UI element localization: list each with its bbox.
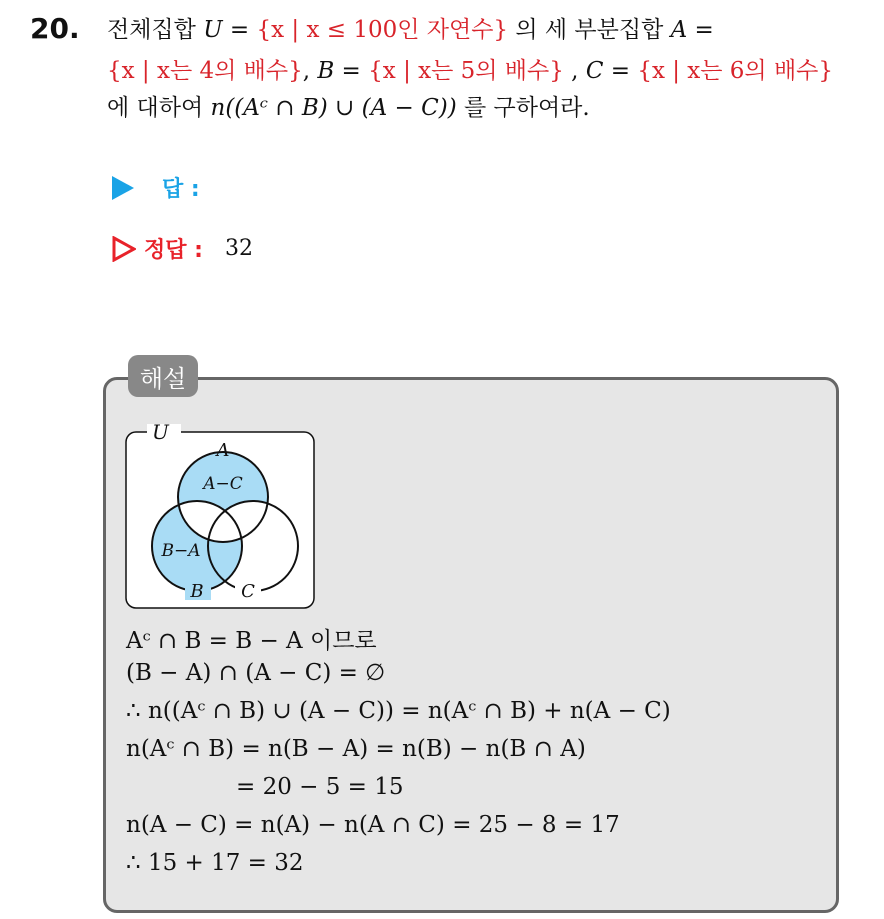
solution-line-5: = 20 − 5 = 15	[236, 774, 404, 800]
solution-line-7: ∴ 15 + 17 = 32	[126, 850, 304, 876]
solution-line-6: n(A − C) = n(A) − n(A ∩ C) = 25 − 8 = 17	[126, 812, 620, 838]
q1-universal-set: {x | x ≤ 100인 자연수}	[256, 17, 509, 43]
outline-triangle-icon	[112, 236, 136, 262]
q3-text-c: 를 구하여라.	[456, 95, 590, 121]
q2-comma: ,	[302, 58, 318, 84]
q1-eq-2: =	[687, 17, 714, 43]
q2-set-c-def: {x | x는 6의 배수}	[637, 58, 834, 84]
venn-label-a-minus-c: A−C	[203, 474, 243, 494]
q3-expression: n((Aᶜ ∩ B) ∪ (A − C))	[210, 95, 457, 121]
answer-label: 답 :	[162, 177, 200, 202]
q1-eq: =	[222, 17, 257, 43]
correct-answer-value: 32	[224, 236, 253, 261]
solution-line-1: Aᶜ ∩ B = B − A 이므로	[126, 628, 377, 654]
venn-label-a: A	[216, 440, 230, 461]
solution-line-2: (B − A) ∩ (A − C) = ∅	[126, 660, 386, 686]
q3-text-a: 에 대하여	[107, 95, 211, 121]
q1-text-d: 의 세 부분집합	[508, 17, 671, 43]
q1-set-a: A	[670, 17, 688, 43]
venn-label-c: C	[241, 581, 255, 602]
solution-tab: 해설	[128, 355, 198, 397]
q1-set-u: U	[203, 17, 223, 43]
q2-eq-2: =	[603, 58, 638, 84]
solution-line-3: ∴ n((Aᶜ ∩ B) ∪ (A − C)) = n(Aᶜ ∩ B) + n(A − C)	[126, 698, 671, 724]
venn-label-b-minus-a: B−A	[161, 541, 201, 561]
q2-set-b-def: {x | x는 5의 배수}	[368, 58, 564, 84]
q2-comma-2: ,	[563, 58, 586, 84]
question-number: 20.	[30, 12, 80, 45]
correct-answer-row	[112, 233, 253, 264]
q1-text-a: 전체집합	[107, 17, 204, 43]
question-line-1	[107, 14, 714, 46]
q2-set-b: B	[317, 58, 335, 84]
solution-line-4: n(Aᶜ ∩ B) = n(B − A) = n(B) − n(B ∩ A)	[126, 736, 586, 762]
q2-eq: =	[334, 58, 369, 84]
play-triangle-icon	[112, 176, 134, 200]
answer-row	[112, 172, 200, 203]
q2-set-c: C	[585, 58, 604, 84]
venn-label-b: B	[190, 581, 204, 602]
venn-diagram	[125, 420, 317, 610]
question-line-3	[107, 92, 590, 124]
correct-answer-label: 정답 :	[144, 238, 203, 263]
q2-set-a-def: {x | x는 4의 배수}	[107, 58, 303, 84]
question-line-2	[107, 55, 833, 87]
venn-label-u: U	[152, 420, 169, 444]
